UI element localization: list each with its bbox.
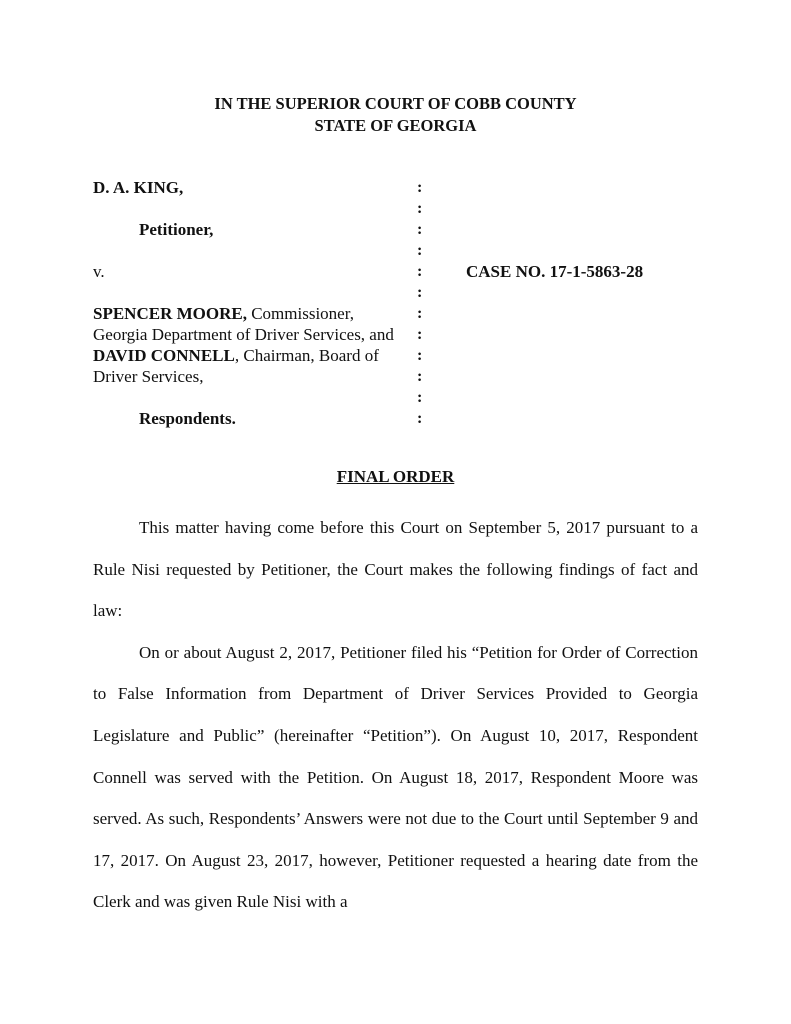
divider-colon: : xyxy=(417,284,423,301)
respondent-1-agency: Georgia Department of Driver Services, and xyxy=(93,325,394,344)
order-title: FINAL ORDER xyxy=(336,467,455,486)
order-body xyxy=(93,507,698,923)
respondents-role: Respondents. xyxy=(139,409,236,428)
case-caption xyxy=(93,177,713,427)
divider-colon: : xyxy=(417,221,423,238)
respondent-1-title: Commissioner, xyxy=(246,304,354,323)
divider-colon: : xyxy=(417,179,423,196)
order-paragraph: On or about August 2, 2017, Petitioner filed his “Petition for Order of Correction to False Information from Department of Driver Services Provided to Georgia Legislature and Public” (hereinafter “Petition”). On August 10, 2017, Respondent Connell was served with the Petition. On August 18, 2017, Respondent Moore was served. As such, Respondents’ Answers were not due to the Court until September 9 and 17, 2017. On August 23, 2017, however, Petitioner requested a hearing date from the Clerk and was given Rule Nisi with a xyxy=(93,642,698,912)
divider-colon: : xyxy=(417,263,423,280)
respondent-1 xyxy=(93,303,354,325)
divider-colon: : xyxy=(417,242,423,259)
respondent-2-agency: Driver Services, xyxy=(93,367,204,386)
divider-colon: : xyxy=(417,389,423,406)
petitioner-name: D. A. KING, xyxy=(93,178,184,197)
respondent-2-name: DAVID CONNELL xyxy=(93,346,235,365)
state-name: STATE OF GEORGIA xyxy=(314,116,477,135)
divider-colon: : xyxy=(417,347,423,364)
respondent-1-name: SPENCER MOORE, xyxy=(93,304,247,323)
petitioner-role: Petitioner, xyxy=(139,220,214,239)
case-number: CASE NO. 17-1-5863-28 xyxy=(466,262,644,281)
court-header xyxy=(0,93,791,137)
versus: v. xyxy=(93,262,105,281)
divider-colon: : xyxy=(417,326,423,343)
divider-colon: : xyxy=(417,368,423,385)
divider-colon: : xyxy=(417,200,423,217)
respondent-2 xyxy=(93,345,379,367)
order-paragraph: This matter having come before this Court on September 5, 2017 pursuant to a Rule Nisi requested by Petitioner, the Court makes the following findings of fact and law: xyxy=(93,518,698,621)
divider-colon: : xyxy=(417,305,423,322)
divider-colon: : xyxy=(417,410,423,427)
respondent-2-title: , Chairman, Board of xyxy=(234,346,379,365)
court-name: IN THE SUPERIOR COURT OF COBB COUNTY xyxy=(214,94,577,113)
